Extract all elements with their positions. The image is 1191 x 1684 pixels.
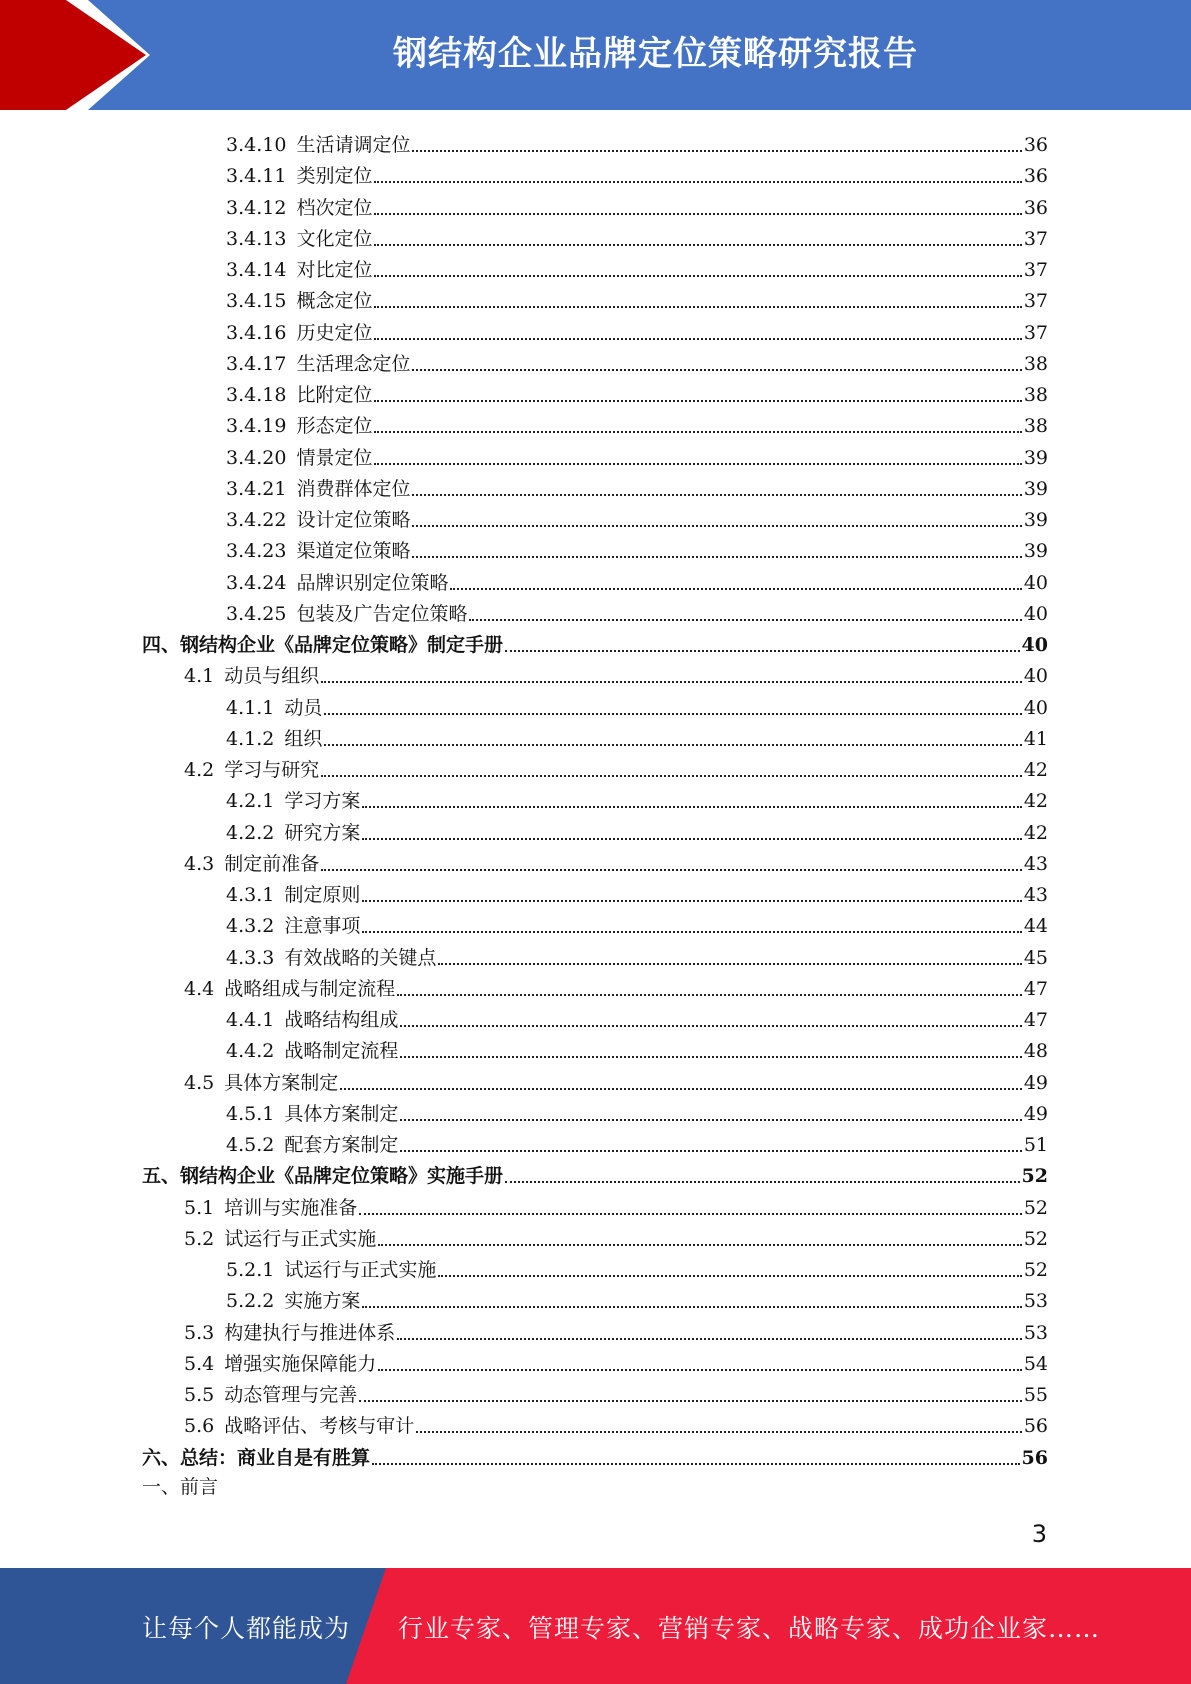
toc-entry[interactable] xyxy=(184,1377,1048,1408)
toc-entry-page: 54 xyxy=(1023,1352,1048,1375)
toc-entry-page: 52 xyxy=(1023,1259,1048,1281)
toc-entry-title: 试运行与正式实施 xyxy=(284,1259,437,1281)
toc-dot-leader xyxy=(400,1056,1021,1058)
toc-entry[interactable] xyxy=(184,1408,1048,1439)
toc-entry-page: 55 xyxy=(1023,1384,1048,1406)
toc-dot-leader xyxy=(438,1275,1021,1277)
toc-entry-page: 40 xyxy=(1023,602,1048,625)
toc-entry[interactable] xyxy=(226,1283,1048,1314)
toc-dot-leader xyxy=(362,900,1021,902)
toc-entry-number: 4.2.1 xyxy=(226,790,275,813)
toc-entry-number: 3.4.10 xyxy=(226,134,287,156)
page-number: 3 xyxy=(1031,1520,1047,1548)
toc-entry-title: 具体方案制定 xyxy=(284,1102,399,1125)
toc-dot-leader xyxy=(362,1306,1021,1308)
toc-entry-number: 5.2.2 xyxy=(226,1290,275,1313)
toc-entry-title: 设计定位策略 xyxy=(296,509,411,531)
toc-entry-number: 3.4.22 xyxy=(226,509,287,531)
toc-entry-page: 39 xyxy=(1023,477,1048,500)
toc-dot-leader xyxy=(321,681,1022,683)
toc-entry[interactable] xyxy=(226,877,1048,908)
toc-dot-leader xyxy=(374,338,1021,340)
toc-entry[interactable] xyxy=(226,565,1048,596)
toc-entry-title: 学习与研究 xyxy=(224,759,320,781)
toc-entry-page: 41 xyxy=(1023,727,1048,750)
toc-entry-page: 38 xyxy=(1023,384,1048,406)
toc-dot-leader xyxy=(324,744,1021,746)
toc-entry-title: 四、钢结构企业《品牌定位策略》制定手册 xyxy=(142,634,504,656)
toc-entry-page: 39 xyxy=(1023,509,1048,531)
toc-entry-title: 战略制定流程 xyxy=(284,1040,399,1063)
toc-entry-page: 51 xyxy=(1023,1134,1048,1156)
toc-entry-page: 44 xyxy=(1023,915,1048,938)
toc-entry[interactable] xyxy=(226,158,1048,189)
toc-entry-number: 5.1 xyxy=(184,1196,215,1219)
toc-entry-title: 概念定位 xyxy=(296,290,373,313)
toc-entry-title: 有效战略的关键点 xyxy=(284,946,437,969)
toc-entry-number: 4.5.1 xyxy=(226,1102,275,1125)
toc-entry-number: 4.3 xyxy=(184,852,215,875)
toc-dot-leader xyxy=(412,556,1021,558)
toc-entry-page: 40 xyxy=(1023,571,1048,594)
toc-entry-title: 五、钢结构企业《品牌定位策略》实施手册 xyxy=(142,1165,504,1188)
toc-entry[interactable] xyxy=(184,1315,1048,1346)
toc-entry[interactable] xyxy=(184,1190,1048,1221)
header-arrow-decoration xyxy=(0,0,160,110)
footer-slogan-left: 让每个人都能成为 xyxy=(142,1614,351,1643)
toc-entry-number: 3.4.12 xyxy=(226,196,287,219)
toc-entry-title: 战略评估、考核与审计 xyxy=(224,1415,415,1438)
toc-entry[interactable] xyxy=(226,408,1048,439)
toc-entry-page: 37 xyxy=(1023,290,1048,313)
toc-entry-page: 38 xyxy=(1023,352,1048,375)
toc-entry[interactable] xyxy=(226,283,1048,314)
toc-dot-leader xyxy=(362,838,1021,840)
toc-entry-title: 包装及广告定位策略 xyxy=(296,602,468,625)
toc-entry-title: 注意事项 xyxy=(284,915,361,938)
toc-dot-leader xyxy=(362,931,1021,933)
toc-entry[interactable] xyxy=(184,658,1048,689)
toc-entry-number: 3.4.14 xyxy=(226,259,287,281)
toc-entry-page: 47 xyxy=(1023,977,1048,1000)
toc-entry-page: 52 xyxy=(1021,1165,1048,1188)
toc-dot-leader xyxy=(450,588,1021,590)
toc-entry[interactable] xyxy=(226,690,1048,721)
toc-entry-number: 3.4.24 xyxy=(226,571,287,594)
toc-entry[interactable] xyxy=(184,1221,1048,1252)
toc-entry-number: 3.4.15 xyxy=(226,290,287,313)
toc-entry-number: 4.4 xyxy=(184,977,215,1000)
toc-dot-leader xyxy=(374,431,1021,433)
toc-entry-number: 4.5 xyxy=(184,1071,215,1094)
toc-entry-title: 六、总结：商业自是有胜算 xyxy=(142,1446,371,1469)
toc-entry-number: 5.2.1 xyxy=(226,1259,275,1281)
toc-entry-page: 37 xyxy=(1023,227,1048,250)
toc-entry-page: 42 xyxy=(1023,821,1048,844)
toc-entry-page: 37 xyxy=(1023,321,1048,344)
toc-entry-title: 消费群体定位 xyxy=(296,477,411,500)
toc-entry-title: 渠道定位策略 xyxy=(296,540,411,563)
toc-entry-page: 56 xyxy=(1023,1415,1048,1438)
toc-entry-number: 3.4.19 xyxy=(226,415,287,438)
toc-entry[interactable] xyxy=(226,1127,1048,1158)
toc-entry-page: 38 xyxy=(1023,415,1048,438)
toc-dot-leader xyxy=(400,1150,1021,1152)
toc-entry-title: 历史定位 xyxy=(296,321,373,344)
toc-entry-number: 4.3.1 xyxy=(226,884,275,906)
toc-entry-number: 5.2 xyxy=(184,1227,215,1250)
toc-entry-title: 学习方案 xyxy=(284,790,361,813)
toc-dot-leader xyxy=(359,1213,1022,1215)
toc-dot-leader xyxy=(374,400,1021,402)
toc-dot-leader xyxy=(412,494,1021,496)
toc-entry-title: 动员 xyxy=(284,696,323,719)
toc-entry[interactable] xyxy=(142,1440,1048,1471)
toc-dot-leader xyxy=(412,369,1021,371)
toc-entry-number: 4.1 xyxy=(184,665,215,688)
toc-entry[interactable] xyxy=(226,315,1048,346)
toc-entry-title: 对比定位 xyxy=(296,259,373,281)
toc-entry-title: 动员与组织 xyxy=(224,665,320,688)
toc-entry-number: 3.4.21 xyxy=(226,477,287,500)
toc-dot-leader xyxy=(397,994,1022,996)
toc-entry-title: 研究方案 xyxy=(284,821,361,844)
toc-entry-title: 构建执行与推进体系 xyxy=(224,1321,396,1344)
toc-entry[interactable] xyxy=(226,221,1048,252)
page-header xyxy=(0,0,1191,110)
toc-entry-page: 49 xyxy=(1023,1071,1048,1094)
toc-entry-number: 3.4.20 xyxy=(226,446,287,469)
toc-entry-title: 类别定位 xyxy=(296,165,373,188)
toc-entry[interactable] xyxy=(226,1252,1048,1283)
toc-dot-leader xyxy=(412,525,1021,527)
toc-entry-title: 品牌识别定位策略 xyxy=(296,571,449,594)
toc-entry[interactable] xyxy=(226,721,1048,752)
toc-entry-page: 42 xyxy=(1023,790,1048,813)
toc-dot-leader xyxy=(374,244,1021,246)
toc-dot-leader xyxy=(374,181,1021,183)
toc-entry-page: 52 xyxy=(1023,1227,1048,1250)
toc-entry[interactable] xyxy=(226,502,1048,533)
toc-entry-page: 39 xyxy=(1023,446,1048,469)
toc-entry-number: 3.4.13 xyxy=(226,227,287,250)
toc-entry-title: 配套方案制定 xyxy=(284,1134,399,1156)
toc-entry-page: 37 xyxy=(1023,259,1048,281)
toc-entry[interactable] xyxy=(226,252,1048,283)
toc-entry-title: 比附定位 xyxy=(296,384,373,406)
toc-dot-leader xyxy=(397,1338,1022,1340)
toc-entry[interactable] xyxy=(226,908,1048,939)
toc-entry-page: 53 xyxy=(1023,1321,1048,1344)
page-footer xyxy=(0,1568,1191,1684)
toc-entry-title: 实施方案 xyxy=(284,1290,361,1313)
toc-entry-number: 5.4 xyxy=(184,1352,215,1375)
toc-entry-page: 40 xyxy=(1021,634,1048,656)
toc-dot-leader xyxy=(362,806,1021,808)
toc-dot-leader xyxy=(374,275,1021,277)
toc-entry[interactable] xyxy=(226,127,1048,158)
toc-entry[interactable] xyxy=(226,1002,1048,1033)
toc-entry[interactable] xyxy=(184,1346,1048,1377)
toc-entry-number: 4.3.3 xyxy=(226,946,275,969)
toc-entry[interactable] xyxy=(226,440,1048,471)
toc-entry-title: 增强实施保障能力 xyxy=(224,1352,377,1375)
toc-entry-title: 档次定位 xyxy=(296,196,373,219)
toc-entry-page: 42 xyxy=(1023,759,1048,781)
toc-entry-title: 制定原则 xyxy=(284,884,361,906)
toc-dot-leader xyxy=(340,1088,1022,1090)
toc-entry-page: 40 xyxy=(1023,696,1048,719)
toc-entry-number: 5.3 xyxy=(184,1321,215,1344)
toc-dot-leader xyxy=(374,306,1021,308)
toc-dot-leader xyxy=(374,213,1021,215)
toc-dot-leader xyxy=(469,619,1021,621)
toc-entry-title: 文化定位 xyxy=(296,227,373,250)
toc-entry-page: 43 xyxy=(1023,884,1048,906)
toc-entry-number: 4.1.2 xyxy=(226,727,275,750)
toc-entry-title: 战略结构组成 xyxy=(284,1009,399,1031)
toc-dot-leader xyxy=(378,1369,1022,1371)
toc-entry-title: 动态管理与完善 xyxy=(224,1384,358,1406)
toc-entry[interactable] xyxy=(184,971,1048,1002)
toc-entry[interactable] xyxy=(184,846,1048,877)
toc-dot-leader xyxy=(505,650,1020,652)
toc-entry-page: 52 xyxy=(1023,1196,1048,1219)
toc-entry-title: 形态定位 xyxy=(296,415,373,438)
toc-entry-page: 43 xyxy=(1023,852,1048,875)
toc-entry[interactable] xyxy=(226,471,1048,502)
toc-entry-page: 36 xyxy=(1023,165,1048,188)
toc-entry-number: 4.4.2 xyxy=(226,1040,275,1063)
toc-dot-leader xyxy=(372,1463,1020,1465)
toc-entry-title: 制定前准备 xyxy=(224,852,320,875)
toc-entry-number: 4.3.2 xyxy=(226,915,275,938)
toc-entry-number: 3.4.17 xyxy=(226,352,287,375)
toc-entry-number: 5.5 xyxy=(184,1384,215,1406)
toc-entry[interactable] xyxy=(226,346,1048,377)
toc-entry-page: 36 xyxy=(1023,134,1048,156)
toc-entry-page: 36 xyxy=(1023,196,1048,219)
toc-entry-number: 3.4.16 xyxy=(226,321,287,344)
toc-entry-page: 56 xyxy=(1021,1446,1048,1469)
toc-entry-title: 生活请调定位 xyxy=(296,134,411,156)
toc-dot-leader xyxy=(374,463,1021,465)
toc-entry-number: 3.4.25 xyxy=(226,602,287,625)
toc-dot-leader xyxy=(359,1400,1022,1402)
toc-entry-title: 试运行与正式实施 xyxy=(224,1227,377,1250)
toc-entry-page: 48 xyxy=(1023,1040,1048,1063)
toc-entry[interactable] xyxy=(226,596,1048,627)
toc-dot-leader xyxy=(321,869,1022,871)
toc-entry-title: 具体方案制定 xyxy=(224,1071,339,1094)
toc-dot-leader xyxy=(416,1431,1022,1433)
toc-entry[interactable] xyxy=(226,940,1048,971)
toc-dot-leader xyxy=(400,1025,1021,1027)
toc-entry-number: 4.4.1 xyxy=(226,1009,275,1031)
toc-entry-page: 53 xyxy=(1023,1290,1048,1313)
toc-dot-leader xyxy=(505,1181,1020,1183)
toc-dot-leader xyxy=(321,775,1022,777)
footer-slogan-right: 行业专家、管理专家、营销专家、战略专家、成功企业家…… xyxy=(398,1614,1101,1643)
toc-entry-number: 3.4.18 xyxy=(226,384,287,406)
toc-entry[interactable] xyxy=(226,533,1048,564)
toc-entry[interactable] xyxy=(184,752,1048,783)
toc-entry-title: 情景定位 xyxy=(296,446,373,469)
toc-entry-page: 39 xyxy=(1023,540,1048,563)
toc-entry-title: 战略组成与制定流程 xyxy=(224,977,396,1000)
toc-dot-leader xyxy=(324,713,1021,715)
toc-dot-leader xyxy=(438,963,1021,965)
toc-entry-page: 45 xyxy=(1023,946,1048,969)
toc-entry-number: 4.5.2 xyxy=(226,1134,275,1156)
toc-entry[interactable] xyxy=(226,377,1048,408)
toc-entry[interactable] xyxy=(226,815,1048,846)
section-heading-preface: 一、前言 xyxy=(142,1475,219,1498)
toc-entry-title: 培训与实施准备 xyxy=(224,1196,358,1219)
toc-dot-leader xyxy=(400,1119,1021,1121)
toc-dot-leader xyxy=(378,1244,1022,1246)
toc-entry[interactable] xyxy=(142,1158,1048,1189)
toc-entry-number: 4.2 xyxy=(184,759,215,781)
toc-dot-leader xyxy=(412,150,1021,152)
toc-entry[interactable] xyxy=(226,783,1048,814)
toc-entry-number: 3.4.23 xyxy=(226,540,287,563)
toc-entry[interactable] xyxy=(226,1096,1048,1127)
toc-entry[interactable] xyxy=(142,627,1048,658)
toc-entry-number: 5.6 xyxy=(184,1415,215,1438)
toc-entry-page: 49 xyxy=(1023,1102,1048,1125)
toc-entry-title: 生活理念定位 xyxy=(296,352,411,375)
toc-entry-number: 4.2.2 xyxy=(226,821,275,844)
toc-entry[interactable] xyxy=(226,1033,1048,1064)
toc-entry[interactable] xyxy=(184,1065,1048,1096)
toc-entry-page: 47 xyxy=(1023,1009,1048,1031)
toc-entry-number: 3.4.11 xyxy=(226,165,287,188)
toc-entry-number: 4.1.1 xyxy=(226,696,275,719)
toc-entry[interactable] xyxy=(226,190,1048,221)
toc-entry-title: 组织 xyxy=(284,727,323,750)
toc-entry-page: 40 xyxy=(1023,665,1048,688)
document-title: 钢结构企业品牌定位策略研究报告 xyxy=(393,34,918,74)
